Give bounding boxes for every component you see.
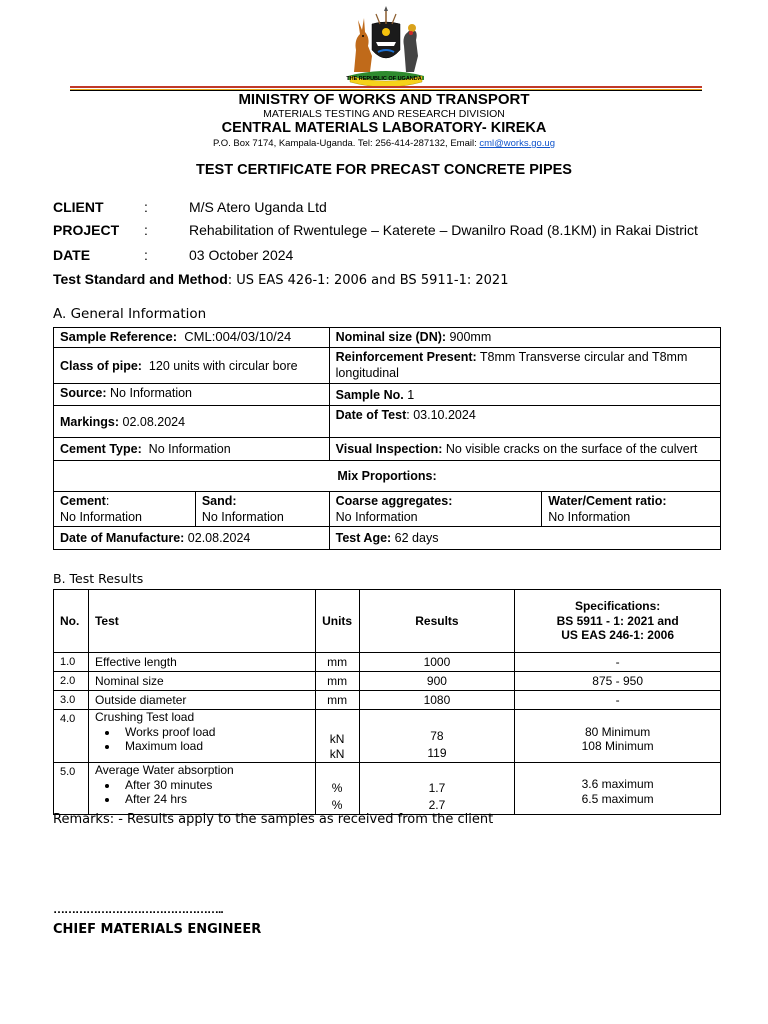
spec-line: 6.5 maximum xyxy=(581,791,654,806)
signature-line: ……………………………………….. xyxy=(53,902,223,916)
nominal-size-value: 900mm xyxy=(446,330,492,344)
unit-line: % xyxy=(331,798,343,812)
row-units: mm xyxy=(315,691,359,710)
spec-header-line2: BS 5911 - 1: 2021 and xyxy=(556,613,679,628)
date-value: 03 October 2024 xyxy=(189,247,294,263)
row-result xyxy=(359,763,515,815)
emblem-caption: THE REPUBLIC OF UGANDA xyxy=(346,76,422,82)
certificate-title: TEST CERTIFICATE FOR PRECAST CONCRETE PIPES xyxy=(196,162,572,178)
sample-no-label: Sample No. xyxy=(335,387,404,402)
coat-of-arms-emblem xyxy=(342,6,430,86)
list-item: • After 24 hrs xyxy=(119,792,309,807)
coarse-label: Coarse aggregates: xyxy=(335,494,453,508)
age-value: 62 days xyxy=(391,531,439,545)
sand-cell xyxy=(195,492,329,527)
row-test: Nominal size xyxy=(88,672,315,691)
cement-value: No Information xyxy=(60,510,142,524)
row-no: 3.0 xyxy=(54,691,89,710)
date-of-test-cell xyxy=(329,406,720,438)
test-age-cell xyxy=(329,527,720,550)
spec-header-line1: Specifications: xyxy=(574,599,661,614)
class-of-pipe-cell xyxy=(54,348,330,384)
row-units: mm xyxy=(315,653,359,672)
col-test-header: Test xyxy=(88,590,315,653)
source-cell xyxy=(54,384,330,406)
row-test xyxy=(88,763,315,815)
cement-colon: : xyxy=(105,494,110,508)
cement-label: Cement xyxy=(60,494,106,508)
unit-line: kN xyxy=(329,746,345,761)
age-label: Test Age: xyxy=(335,531,392,545)
cement-type-label: Cement Type: xyxy=(60,442,142,456)
coarse-aggregates-cell xyxy=(329,492,542,527)
unit-line: % xyxy=(331,781,343,795)
crushing-test-label: Crushing Test load xyxy=(94,710,195,724)
client-value: M/S Atero Uganda Ltd xyxy=(189,199,327,215)
cement-type-value: No Information xyxy=(141,442,231,456)
date-test-value: : 03.10.2024 xyxy=(406,408,476,422)
address-text: P.O. Box 7174, Kampala-Uganda. Tel: 256-414-287132, Email: xyxy=(213,138,480,149)
manufacture-date-cell xyxy=(54,527,330,550)
sample-no-cell xyxy=(329,384,720,406)
class-value: 120 units with circular bore xyxy=(141,358,298,373)
row-test: Effective length xyxy=(88,653,315,672)
row-units xyxy=(315,710,359,763)
client-colon: : xyxy=(144,199,148,215)
table-row xyxy=(54,672,721,691)
row-spec: - xyxy=(515,653,721,672)
lab-name: CENTRAL MATERIALS LABORATORY- KIREKA xyxy=(221,120,547,136)
table-row xyxy=(54,710,721,763)
nominal-size-cell xyxy=(329,328,720,348)
row-test xyxy=(88,710,315,763)
row-no: 1.0 xyxy=(54,653,89,672)
markings-label: Markings: xyxy=(60,414,120,429)
col-no-header: No. xyxy=(54,590,89,653)
division-name: MATERIALS TESTING AND RESEARCH DIVISION xyxy=(263,108,505,120)
wc-label: Water/Cement ratio: xyxy=(548,494,667,508)
signatory-title: CHIEF MATERIALS ENGINEER xyxy=(53,922,262,937)
result-line: 2.7 xyxy=(428,798,446,812)
row-result xyxy=(359,710,515,763)
cement-cell xyxy=(54,492,196,527)
result-line: 78 xyxy=(430,729,444,743)
row-result: 1000 xyxy=(359,653,515,672)
list-item: • Maximum load xyxy=(119,739,309,754)
contact-line xyxy=(0,138,768,149)
row-spec xyxy=(515,763,721,815)
class-label: Class of pipe: xyxy=(60,358,142,373)
wc-value: No Information xyxy=(548,510,631,524)
project-value: Rehabilitation of Rwentulege – Katerete – Dwanilro Road (8.1KM) in Rakai District xyxy=(189,222,698,238)
cement-type-cell xyxy=(54,438,330,461)
markings-value: 02.08.2024 xyxy=(119,414,186,429)
col-spec-header xyxy=(515,590,721,653)
table-row xyxy=(54,653,721,672)
row-spec: 875 - 950 xyxy=(515,672,721,691)
source-label: Source: xyxy=(60,386,107,400)
test-results-table xyxy=(53,589,721,815)
spec-header-line3: US EAS 246-1: 2006 xyxy=(561,628,674,643)
unit-line: kN xyxy=(329,732,345,746)
visual-value: No visible cracks on the surface of the culvert xyxy=(442,442,698,456)
col-units-header: Units xyxy=(315,590,359,653)
row-spec xyxy=(515,710,721,763)
result-line: 1.7 xyxy=(428,781,446,795)
standard-value: : US EAS 426-1: 2006 and BS 5911-1: 2021 xyxy=(227,273,509,288)
spec-line: 3.6 maximum xyxy=(581,777,654,791)
reinforcement-label: Reinforcement Present: xyxy=(335,350,477,364)
list-item: • Works proof load xyxy=(119,725,309,740)
sample-ref-label: Sample Reference: xyxy=(60,329,178,344)
spec-line: 108 Minimum xyxy=(581,739,654,753)
row-units: mm xyxy=(315,672,359,691)
source-value: No Information xyxy=(106,386,193,400)
table-row xyxy=(54,691,721,710)
sample-reference-cell xyxy=(54,328,330,348)
row-units xyxy=(315,763,359,815)
general-info-table xyxy=(53,327,721,550)
ministry-name: MINISTRY OF WORKS AND TRANSPORT xyxy=(238,91,530,108)
standard-label: Test Standard and Method xyxy=(53,271,228,287)
date-label: DATE xyxy=(53,247,91,263)
test-standard xyxy=(53,271,508,288)
spec-line: 80 Minimum xyxy=(584,724,651,739)
section-a-heading: A. General Information xyxy=(53,306,207,322)
email-link[interactable]: cml@works.go.ug xyxy=(479,138,555,149)
sand-value: No Information xyxy=(201,510,284,524)
row-result: 1080 xyxy=(359,691,515,710)
visual-label: Visual Inspection: xyxy=(335,442,443,456)
client-label: CLIENT xyxy=(53,199,104,215)
table-row xyxy=(54,763,721,815)
sample-ref-value: CML:004/03/10/24 xyxy=(177,329,292,344)
reinforcement-cell xyxy=(329,348,720,384)
date-test-label: Date of Test xyxy=(335,408,407,422)
mix-proportions-cell xyxy=(54,461,721,492)
manufacture-label: Date of Manufacture: xyxy=(60,531,185,545)
section-b-heading: B. Test Results xyxy=(53,571,144,586)
row-result: 900 xyxy=(359,672,515,691)
coarse-value: No Information xyxy=(335,510,418,524)
water-absorption-label: Average Water absorption xyxy=(94,763,234,777)
project-colon: : xyxy=(144,222,148,238)
manufacture-value: 02.08.2024 xyxy=(184,531,251,545)
row-spec: - xyxy=(515,691,721,710)
col-results-header: Results xyxy=(359,590,515,653)
row-no: 2.0 xyxy=(54,672,89,691)
visual-inspection-cell xyxy=(329,438,720,461)
result-line: 119 xyxy=(427,746,447,760)
reinforcement-value: T8mm Transverse circular and T8mm longitudinal xyxy=(335,350,688,380)
list-item: • After 30 minutes xyxy=(119,778,309,793)
date-colon: : xyxy=(144,247,148,263)
nominal-size-label: Nominal size (DN): xyxy=(335,330,447,344)
project-label: PROJECT xyxy=(53,222,120,238)
remarks-text: Remarks: - Results apply to the samples as received from the client xyxy=(53,812,494,827)
water-cement-cell xyxy=(542,492,721,527)
sample-no-value: 1 xyxy=(403,387,415,402)
row-no: 5.0 xyxy=(54,763,89,815)
sand-label: Sand: xyxy=(201,494,237,508)
markings-cell xyxy=(54,406,330,438)
mix-label: Mix Proportions: xyxy=(337,469,437,483)
row-test: Outside diameter xyxy=(88,691,315,710)
row-no: 4.0 xyxy=(54,710,89,763)
